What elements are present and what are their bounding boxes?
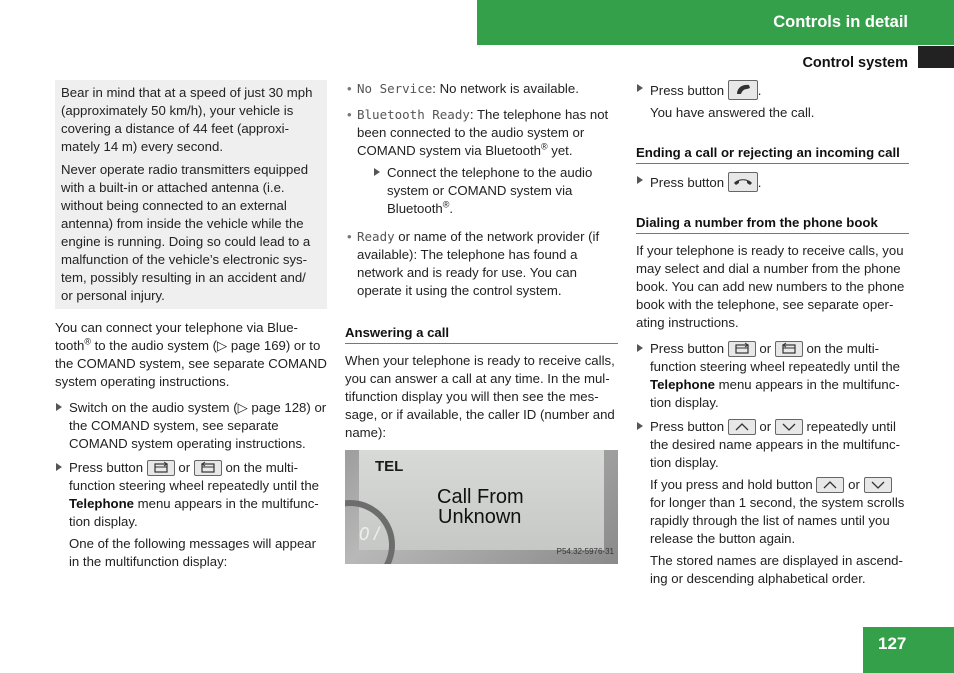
phone-answer-icon (728, 80, 758, 100)
chapter-header-bar (477, 0, 954, 45)
column-left (55, 80, 327, 571)
section-title: Control system (802, 55, 908, 71)
warning-note (55, 80, 327, 309)
heading-ending-call: Ending a call or rejecting an incoming call (636, 144, 909, 164)
step-arrow-icon (637, 422, 643, 430)
step-select-telephone-menu: Press button or on the multi-function steering wheel repeatedly until the Telephone menu appears in the multifunc-tion display. (636, 340, 909, 412)
step-scroll-names: Press button or repeatedly until the desired name appears in the multifunc-tion display. (636, 418, 909, 472)
page-back-button-icon (194, 460, 222, 476)
step-followup-text: One of the following messages will appear in the multifunction display: (69, 536, 317, 569)
alphabetical-order-note: The stored names are displayed in ascend-ing or descending alphabetical order. (650, 553, 903, 586)
page-number: 127 (863, 627, 954, 673)
step-arrow-icon (56, 403, 62, 411)
message-no-service: • No Service: No network is available. (347, 81, 579, 96)
page-back-button-icon (775, 341, 803, 357)
step-arrow-icon (637, 84, 643, 92)
page-forward-button-icon (728, 341, 756, 357)
scroll-down-button-icon (864, 477, 892, 493)
chapter-title: Controls in detail (773, 13, 908, 31)
intro-paragraph: You can connect your telephone via Blue-tooth® to the audio system (▷ page 169) or to the COMAND system, see separate COMAND system operating instructions. (55, 320, 327, 389)
step-answer-call: Press button . (636, 80, 909, 100)
message-ready: • Ready or name of the network provider (if available): The telephone has found a network and is ready for use. You can operate it using the control system. (347, 229, 600, 298)
step-press-telephone-button: Press button or on the multi-function steering wheel repeatedly until the Telephone menu appears in the multifunc-tion display. (55, 459, 327, 531)
display-tel-label: TEL (375, 458, 404, 475)
step-arrow-icon (374, 168, 380, 176)
figure-code: P54.32-5976-31 (556, 547, 614, 556)
step-end-call: Press button . (636, 172, 909, 192)
page-forward-button-icon (147, 460, 175, 476)
answering-body: When your telephone is ready to receive calls, you can answer a call at any time. In the mul-tifunction display you will then see the mes-sage, or if available, the caller ID (number and name): (345, 353, 615, 440)
display-call-from: Call From (437, 486, 524, 508)
step-connect-telephone: Connect the telephone to the audio system or COMAND system via Bluetooth®. (373, 164, 618, 218)
column-middle (345, 80, 618, 564)
heading-answering-call: Answering a call (345, 324, 618, 344)
dialing-body: If your telephone is ready to receive calls, you may select and dial a number from the phone book. You can add new numbers to the phone book with the telephone, see separate oper-ating instructions. (636, 243, 905, 330)
display-caller-unknown: Unknown (438, 506, 522, 528)
phone-hangup-icon (728, 172, 758, 192)
note-paragraph-radio: Never operate radio transmitters equipped with a built-in or attached antenna (i.e. without being connected to an external antenna) from inside the vehicle while the engine is running. Doing so could lead to a malfunction of the vehicle’s electronic sys-tem, possibly resulting in an accident and/ or personal injury. (61, 162, 311, 303)
scroll-up-button-icon (728, 419, 756, 435)
step-arrow-icon (56, 463, 62, 471)
column-right (636, 80, 909, 588)
section-tab-marker (918, 46, 954, 68)
message-bluetooth-ready: • Bluetooth Ready: The telephone has not been connected to the audio system or COMAND system via Bluetooth® yet. (347, 107, 609, 158)
heading-dialing-phonebook: Dialing a number from the phone book (636, 214, 909, 234)
note-paragraph-speed: Bear in mind that at a speed of just 30 mph (approximately 50 km/h), your vehicle is covering a distance of 44 feet (approxi-mately 14 m) every second. (61, 85, 313, 154)
press-and-hold-note: If you press and hold button or for longer than 1 second, the system scrolls rapidly through the list of names until you release the button again. (650, 477, 905, 546)
multifunction-display-photo: 0 / TEL Call From Unknown P54.32-5976-31 (345, 450, 618, 564)
answer-result: You have answered the call. (650, 105, 815, 120)
step-switch-on: Switch on the audio system (▷ page 128) or the COMAND system, see separate COMAND system operating instructions. (55, 399, 327, 453)
step-arrow-icon (637, 176, 643, 184)
scroll-up-button-icon (816, 477, 844, 493)
scroll-down-button-icon (775, 419, 803, 435)
step-arrow-icon (637, 344, 643, 352)
